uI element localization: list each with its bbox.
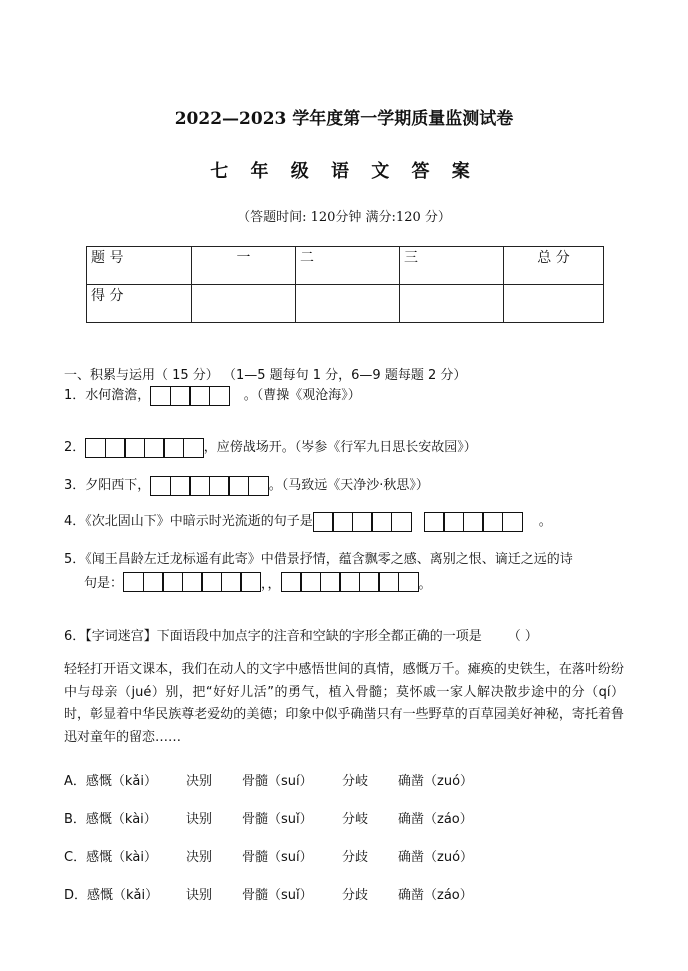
table-row bbox=[87, 247, 604, 285]
score-cell[interactable] bbox=[192, 285, 296, 323]
question-1 bbox=[64, 384, 361, 406]
answer-boxes[interactable] bbox=[424, 512, 523, 532]
question-2 bbox=[64, 436, 477, 458]
question-text: 6．【字词迷宫】下面语段中加点字的注音和空缺的字形全都正确的一项是 bbox=[64, 629, 482, 644]
table-cell: 一 bbox=[192, 247, 296, 285]
page-subtitle: 七 年 级 语 文 答 案 bbox=[210, 161, 478, 182]
question-text: 。 bbox=[418, 577, 432, 592]
option-b[interactable]: B．感慨（kài） 诀别 骨髓（suǐ） 分岐 确凿（záo） bbox=[64, 812, 473, 827]
option-a[interactable]: A．感慨（kǎi） 决别 骨髓（suí） 分岐 确凿（zuó） bbox=[64, 774, 474, 789]
question-text: 。 bbox=[538, 514, 552, 529]
answer-boxes[interactable] bbox=[123, 572, 261, 592]
score-table bbox=[86, 246, 604, 323]
table-cell: 题 号 bbox=[87, 247, 192, 285]
table-cell: 总 分 bbox=[504, 247, 604, 285]
score-cell[interactable] bbox=[296, 285, 400, 323]
score-cell[interactable] bbox=[400, 285, 504, 323]
question-4 bbox=[64, 510, 552, 532]
page-title: 2022—2023 学年度第一学期质量监测试卷 bbox=[174, 109, 514, 129]
question-5-line2 bbox=[84, 572, 432, 592]
table-cell: 得 分 bbox=[87, 285, 192, 323]
table-row bbox=[87, 285, 604, 323]
answer-boxes[interactable] bbox=[150, 476, 269, 496]
question-text: ，， bbox=[261, 577, 281, 592]
answer-boxes[interactable] bbox=[150, 386, 230, 406]
passage: 轻轻打开语文课本，我们在动人的文字中感悟世间的真情，感慨万千。瘫痪的史铁生，在落叶纷纷中与母亲（jué）别，把“好好儿活”的勇气，植入骨髓；莫怀戚一家人解决散步途中的分（qí）时，彰显着中华民族尊老爱幼的美德；印象中似乎确凿只有一些野草的百草园美好神秘，寄托着鲁迅对童年的留恋…… bbox=[64, 662, 624, 745]
answer-bracket[interactable]: （ ） bbox=[507, 629, 538, 644]
score-cell[interactable] bbox=[504, 285, 604, 323]
question-text: 。（马致远《天净沙·秋思》） bbox=[268, 478, 429, 493]
question-text: ，应傍战场开。（岑参《行军九日思长安故园》） bbox=[203, 440, 477, 455]
question-text: 句是： bbox=[84, 576, 124, 591]
question-text: 1．水何澹澹， bbox=[64, 388, 151, 403]
exam-info: （答题时间: 120分钟 满分:120 分） bbox=[237, 210, 451, 225]
question-5-line1: 5．《闻王昌龄左迁龙标遥有此寄》中借景抒情，蕴含飘零之感、离别之恨、谪迁之远的诗 bbox=[64, 552, 573, 567]
question-text: 。（曹操《观沧海》） bbox=[243, 388, 361, 403]
option-d[interactable]: D．感慨（kǎi） 诀别 骨髓（suǐ） 分歧 确凿（záo） bbox=[64, 888, 473, 903]
question-text: 2． bbox=[64, 440, 86, 455]
table-cell: 二 bbox=[296, 247, 400, 285]
answer-boxes[interactable] bbox=[313, 512, 412, 532]
question-6 bbox=[64, 625, 538, 644]
question-3 bbox=[64, 474, 429, 496]
option-c[interactable]: C．感慨（kài） 决别 骨髓（suí） 分歧 确凿（zuó） bbox=[64, 850, 474, 865]
section-heading: 一、积累与运用（ 15 分） （1—5 题每句 1 分，6—9 题每题 2 分） bbox=[64, 368, 467, 383]
answer-boxes[interactable] bbox=[281, 572, 419, 592]
answer-boxes[interactable] bbox=[85, 438, 204, 458]
table-cell: 三 bbox=[400, 247, 504, 285]
question-text: 3．夕阳西下， bbox=[64, 478, 151, 493]
question-text: 4．《次北固山下》中暗示时光流逝的句子是 bbox=[64, 514, 313, 529]
